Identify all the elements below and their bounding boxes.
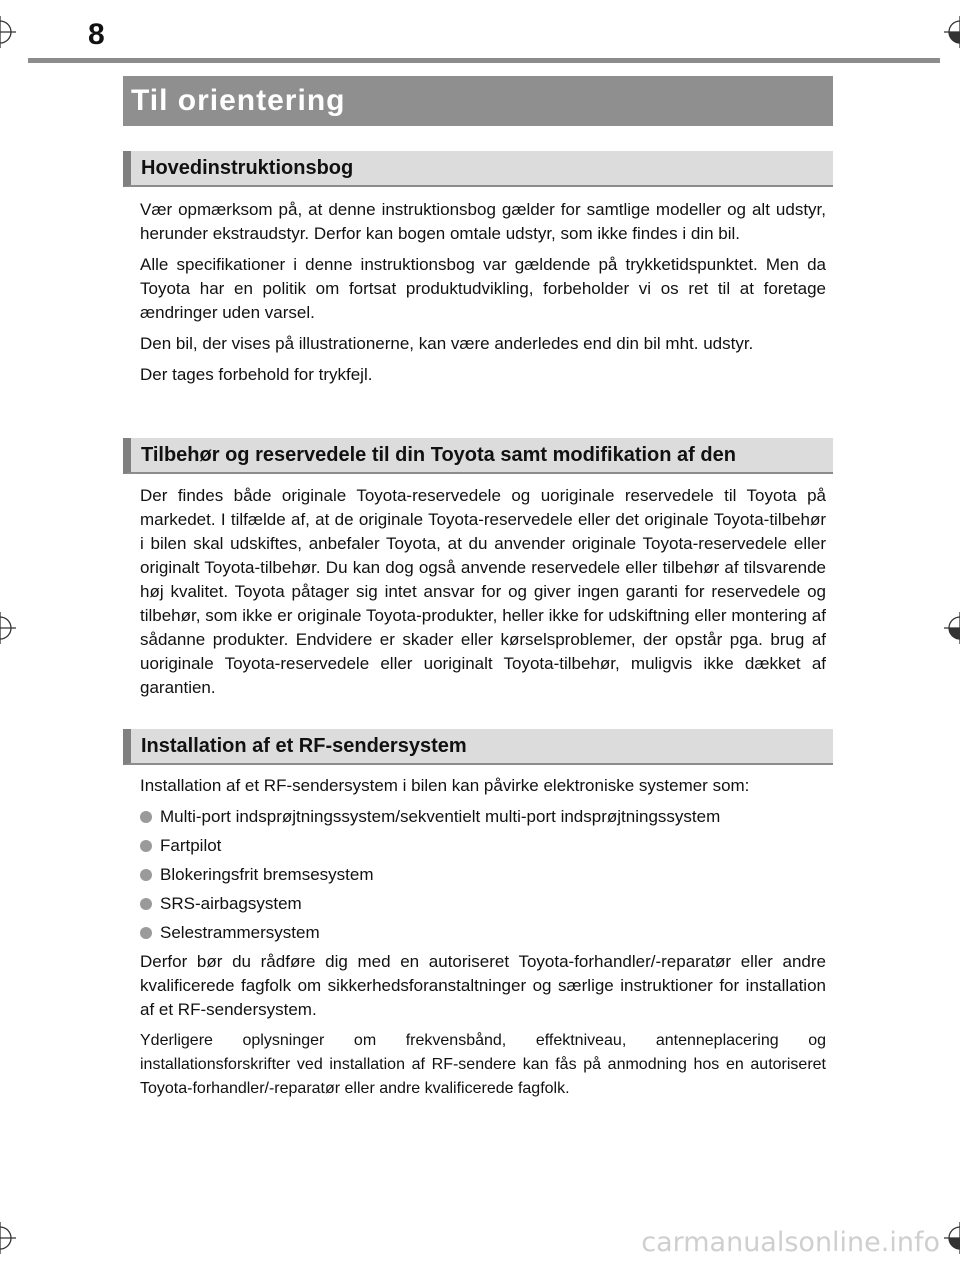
paragraph: Derfor bør du rådføre dig med en autoriseret Toyota-forhandler/-reparatør eller andre kvalificerede fagfolk om sikkerhedsforanstaltninger og særlige instruktioner for installation af et RF-sendersystem. [140,952,826,1019]
paragraph: Vær opmærksom på, at denne instruktionsbog gælder for samtlige modeller og alt udstyr, herunder ekstraudstyr. Derfor kan bogen omtale udstyr, som ikke findes i din bil. [140,200,826,243]
list-item: Blokeringsfrit bremsesystem [140,863,826,887]
bullet-list [140,805,826,945]
section-heading [123,438,833,474]
section-heading [123,151,833,187]
paragraph: Installation af et RF-sendersystem i bilen kan påvirke elektroniske systemer som: [140,776,750,795]
registration-mark-icon [944,16,960,48]
paragraph: Den bil, der vises på illustrationerne, kan være anderledes end din bil mht. udstyr. [140,334,754,353]
list-item: Selestrammersystem [140,921,826,945]
circle-bullet-icon [140,811,152,823]
header-rule [28,58,940,63]
section-heading-text: Tilbehør og reservedele til din Toyota samt modifikation af den [141,444,736,466]
section-heading [123,729,833,765]
section-body [140,198,826,394]
section-body [140,484,826,707]
registration-mark-icon [944,612,960,644]
registration-mark-icon [944,1222,960,1254]
watermark: carmanualsonline.info [641,1227,940,1258]
circle-bullet-icon [140,898,152,910]
list-item: Multi-port indsprøjtningssystem/sekventielt multi-port indsprøjtningssystem [140,805,826,829]
list-item: Fartpilot [140,834,826,858]
circle-bullet-icon [140,869,152,881]
registration-mark-icon [0,612,16,644]
registration-mark-icon [0,16,16,48]
circle-bullet-icon [140,927,152,939]
registration-mark-icon [0,1222,16,1254]
page-number: 8 [88,18,105,51]
paragraph: Alle specifikationer i denne instruktionsbog var gældende på trykketidspunktet. Men da Toyota har en politik om fortsat produktudvikling, forbeholder vi os ret til at foretage ændringer uden varsel. [140,255,826,322]
section-heading-text: Hovedinstruktionsbog [141,157,354,179]
list-item: SRS-airbagsystem [140,892,826,916]
chapter-title: Til orientering [131,84,346,117]
section-heading-text: Installation af et RF-sendersystem [141,735,467,757]
paragraph: Der tages forbehold for trykfejl. [140,365,373,384]
paragraph: Der findes både originale Toyota-reservedele og uoriginale reservedele til Toyota på markedet. I tilfælde af, at de originale Toyota-reservedele eller det originale Toyota-tilbehør i bilen skal udskiftes, anbefaler Toyota, at du anvender originale Toyota-reservedele eller originalt Toyota-tilbehør. Du kan dog også anvende reservedele eller tilbehør af tilsvarende høj kvalitet. Toyota påtager sig intet ansvar for og giver ingen garanti for reservedele og tilbehør, som ikke er originale Toyota-produkter, heller ikke for udskiftning eller montering af sådanne produkter. Endvidere er skader eller kørselsproblemer, der opstår pga. brug af uoriginale Toyota-reservedele eller uoriginalt Toyota-tilbehør, muligvis ikke dækket af garantien. [140,486,826,697]
section-body [140,774,826,1108]
circle-bullet-icon [140,840,152,852]
chapter-banner [123,76,833,126]
paragraph: Yderligere oplysninger om frekvensbånd, effektniveau, antenneplacering og installationsforskrifter ved installation af RF-sendere kan fås på anmodning hos en autoriseret Toyota-forhandler/-reparatør eller andre kvalificerede fagfolk. [140,1032,826,1097]
